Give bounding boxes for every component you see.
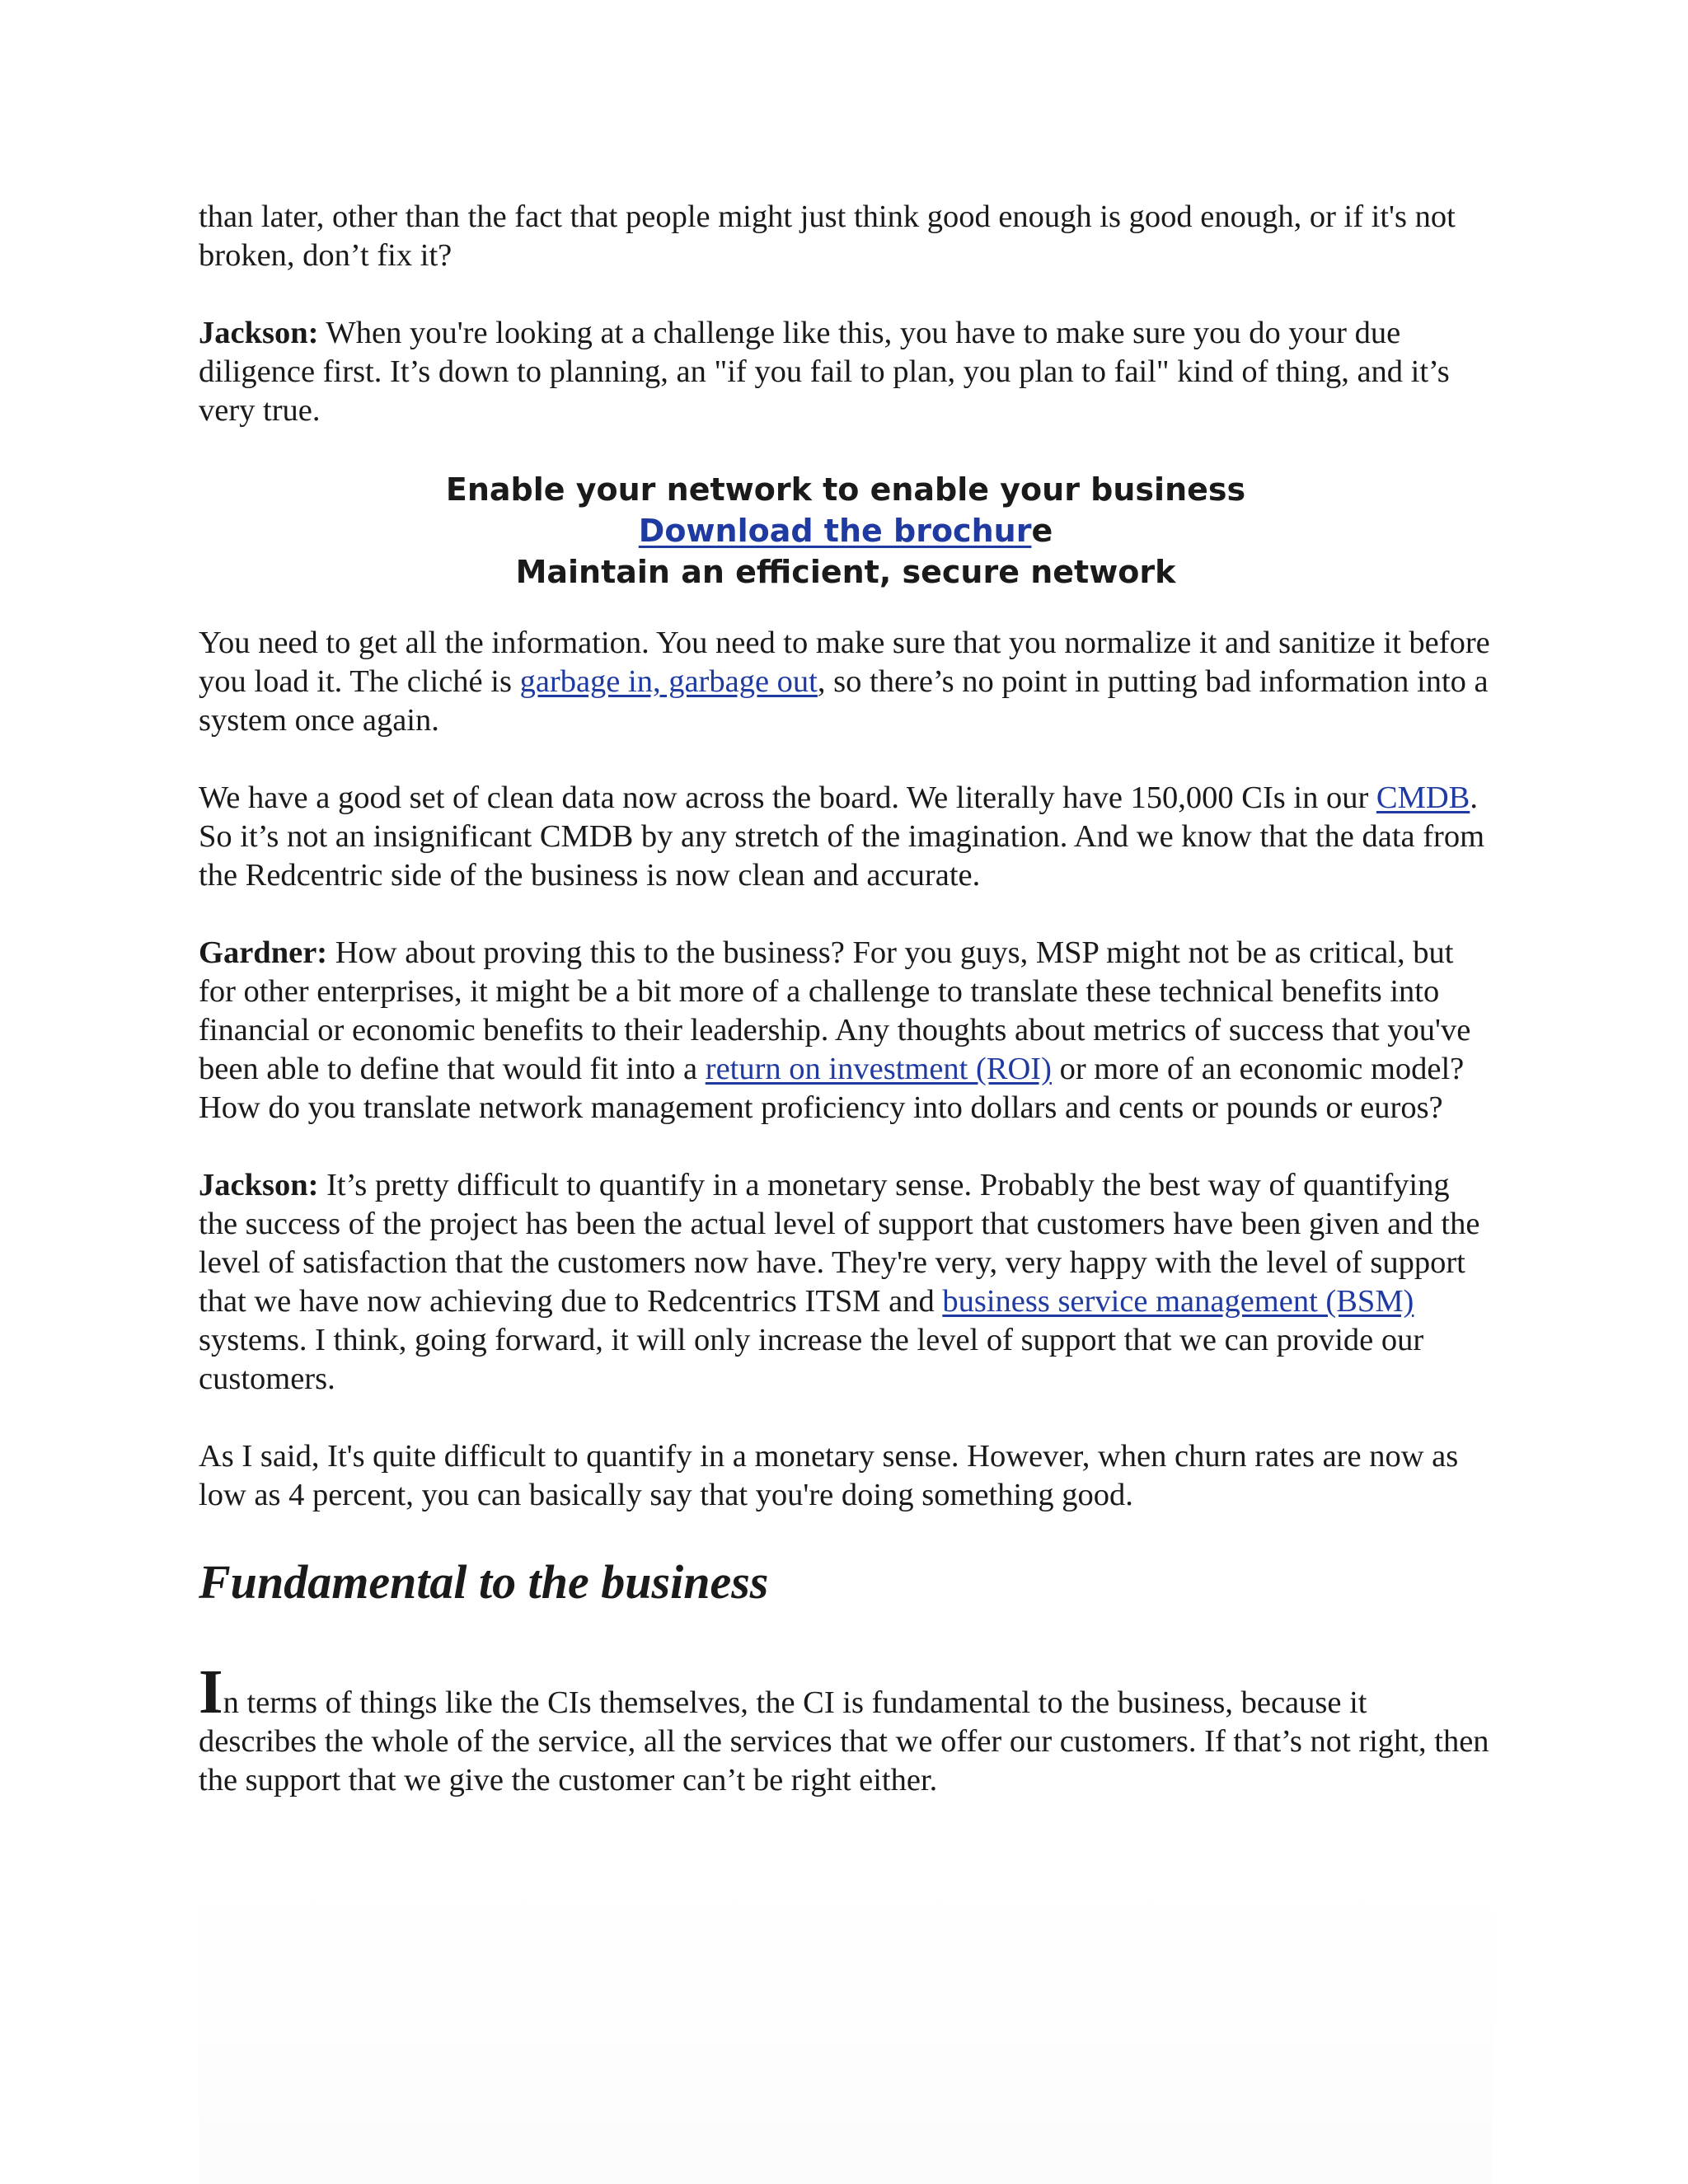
- paragraph-text: As I said, It's quite difficult to quantify in a monetary sense. However, when churn rates are now as low as 4 percent, you can basically say that you're doing something good.: [199, 1439, 1459, 1512]
- paragraph-text: . So it’s not an insignificant CMDB by any stretch of the imagination. And we know that the data from the Redcentric side of the business is now clean and accurate.: [199, 780, 1485, 893]
- promo-block: [199, 469, 1493, 593]
- bsm-link[interactable]: business service management (BSM): [942, 1284, 1414, 1319]
- article-body: [199, 198, 1493, 1800]
- garbage-in-garbage-out-link[interactable]: garbage in, garbage out: [519, 664, 818, 699]
- paragraph-churn-rates: [199, 1437, 1493, 1515]
- promo-download-line: [199, 510, 1493, 551]
- paragraph-text: How about proving this to the business? For you guys, MSP might not be as critical, but for other enterprises, it might be a bit more of a challenge to translate these technical benefits into financial or economic benefits to their leadership. Any thoughts about metrics of success that you've been able to define that would fit into a: [199, 935, 1471, 1086]
- paragraph-clean-data: [199, 779, 1493, 895]
- speaker-label: Jackson:: [199, 1168, 319, 1202]
- drop-cap: I: [199, 1657, 223, 1727]
- paragraph-text: than later, other than the fact that people might just think good enough is good enough, or if it's not broken, don’t fix it?: [199, 199, 1456, 273]
- paragraph-garbage-in: [199, 624, 1493, 740]
- paragraph-text: We have a good set of clean data now across the board. We literally have 150,000 CIs in our: [199, 780, 1376, 815]
- speaker-label: Gardner:: [199, 935, 328, 970]
- paragraph-jackson-due-diligence: [199, 314, 1493, 430]
- paragraph-gardner-roi: [199, 934, 1493, 1127]
- promo-link-trailing: e: [1031, 513, 1053, 549]
- paragraph-text: n terms of things like the CIs themselves, the CI is fundamental to the business, because it describes the whole of the service, all the services that we offer our customers. If that’s not right, then the support that we give the customer can’t be right either.: [199, 1685, 1489, 1797]
- paragraph-jackson-quantify: [199, 1166, 1493, 1399]
- promo-subheadline: Maintain an efficient, secure network: [515, 554, 1176, 590]
- paragraph-fundamental: [199, 1657, 1493, 1800]
- paragraph-text: or more of an economic model? How do you translate network management proficiency into dollars and cents or pounds or euros?: [199, 1052, 1465, 1125]
- paragraph-text: It’s pretty difficult to quantify in a monetary sense. Probably the best way of quantifying the success of the project has been the actual level of support that customers have been given and the level of satisfaction that the customers now have. They're very, very happy with the level of support that we have now achieving due to Redcentrics ITSM and: [199, 1168, 1480, 1319]
- paragraph-continuation: [199, 198, 1493, 275]
- speaker-label: Jackson:: [199, 316, 319, 350]
- section-heading: Fundamental to the business: [199, 1555, 769, 1609]
- paragraph-text: You need to get all the information. You need to make sure that you normalize it and sanitize it before you load it. The cliché is: [199, 626, 1490, 699]
- cmdb-link[interactable]: CMDB: [1376, 780, 1470, 815]
- paragraph-text: , so there’s no point in putting bad information into a system once again.: [199, 664, 1489, 738]
- roi-link[interactable]: return on investment (ROI): [705, 1052, 1052, 1086]
- download-brochure-link[interactable]: Download the brochur: [638, 513, 1032, 549]
- paragraph-text: systems. I think, going forward, it will only increase the level of support that we can provide our customers.: [199, 1323, 1424, 1396]
- promo-headline: Enable your network to enable your business: [445, 471, 1246, 508]
- paragraph-text: When you're looking at a challenge like this, you have to make sure you do your due diligence first. It’s down to planning, an "if you fail to plan, you plan to fail" kind of thing, and it’s very true.: [199, 316, 1450, 428]
- page-bottom-area: [199, 1871, 1493, 2184]
